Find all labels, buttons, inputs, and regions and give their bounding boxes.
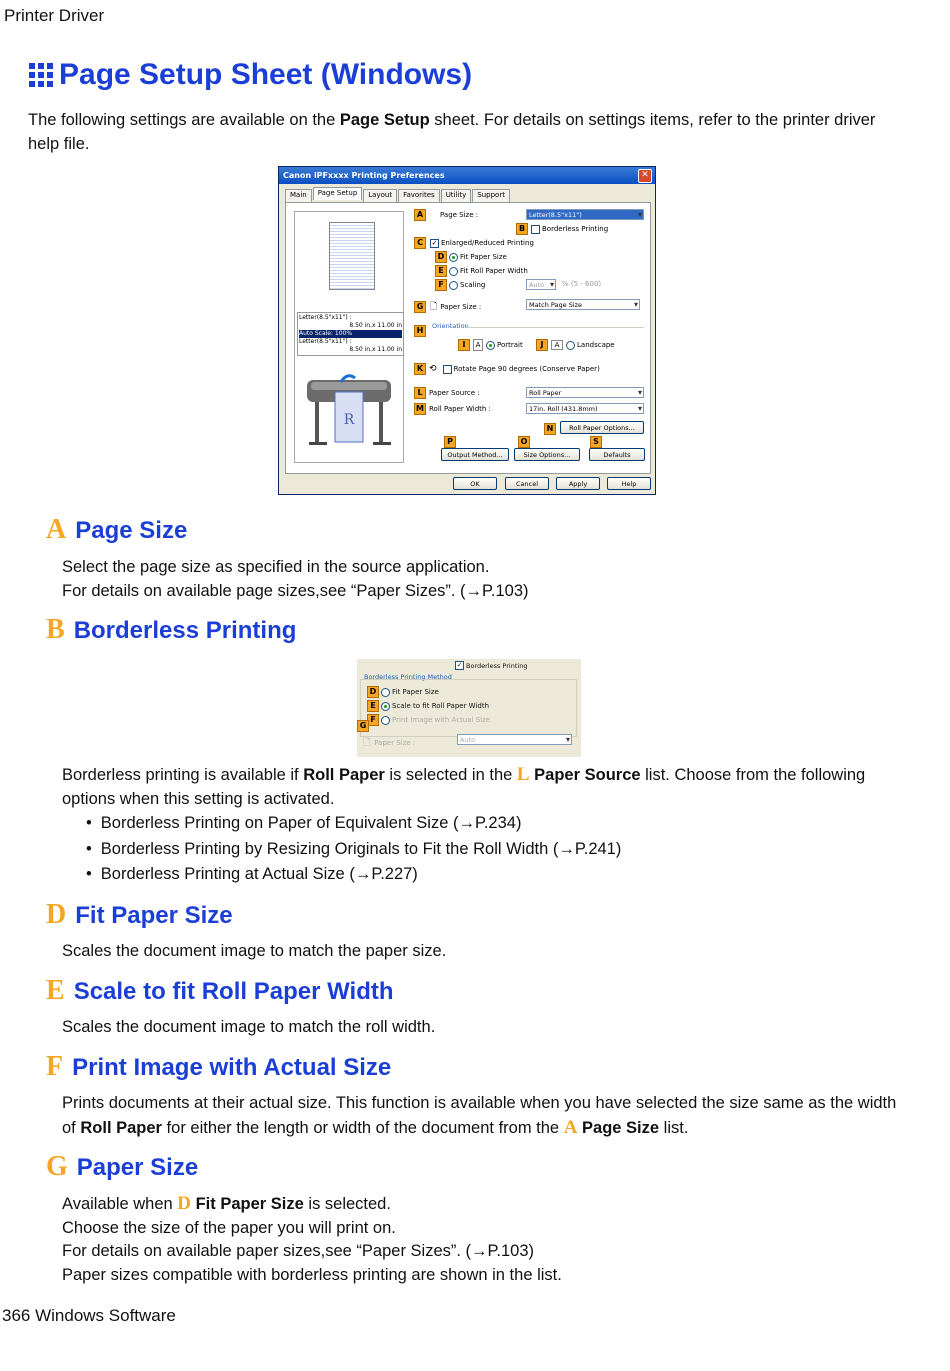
bl-actual-row: F Print Image with Actual Size (367, 714, 490, 726)
page-setup-panel (285, 202, 651, 474)
marker-n: N (544, 423, 556, 435)
ok-button[interactable]: OK (453, 477, 497, 490)
section-title: Fit Paper Size (75, 902, 233, 929)
marker-j: J (536, 339, 548, 351)
bl-g-marker (357, 720, 369, 732)
marker-a: A (414, 209, 426, 221)
tab-layout[interactable]: Layout (363, 189, 397, 202)
landscape-radio[interactable] (566, 341, 575, 350)
borderless-checkbox-row: ✓ Borderless Printing (456, 661, 528, 670)
grid-icon (28, 62, 54, 88)
fit-paper-row: D Fit Paper Size (435, 251, 507, 263)
roll-options-marker (544, 423, 556, 435)
close-icon[interactable]: ✕ (638, 169, 652, 183)
bl-actual-radio[interactable] (381, 716, 390, 725)
section-title: Borderless Printing (73, 617, 297, 644)
borderless-checkbox[interactable]: ✓ (456, 661, 463, 669)
defaults-button[interactable]: Defaults (589, 448, 645, 461)
section-a-text: Select the page size as specified in the source application. For details on available page sizes,see “Paper Sizes”. (→P.103) (62, 558, 529, 600)
orientation-group-label: Orientation (432, 322, 469, 330)
roll-width-row: M Roll Paper Width : (414, 403, 491, 415)
scaling-row: F Scaling (435, 279, 485, 291)
paper-size-row: G 🗋 Paper Size : (414, 299, 481, 315)
bl-scale-fit-radio[interactable] (381, 702, 390, 711)
section-d-heading (46, 899, 233, 931)
size-options-marker (518, 436, 530, 448)
marker-f: F (435, 279, 447, 291)
list-item: • Borderless Printing on Paper of Equivalent Size (→P.234) (86, 811, 886, 837)
portrait-icon: A (473, 339, 483, 351)
tab-utility[interactable]: Utility (441, 189, 472, 202)
marker-s: S (590, 436, 602, 448)
orientation-marker-row (414, 325, 426, 337)
section-f-heading (46, 1051, 391, 1083)
paper-size-select[interactable]: Match Page Size ▾ (526, 299, 640, 310)
marker-g: G (414, 301, 426, 313)
landscape-icon: A (551, 340, 563, 350)
page-size-select[interactable]: Letter(8.5"x11") ▾ (526, 209, 644, 220)
section-e-heading (46, 975, 394, 1007)
marker-o: O (518, 436, 530, 448)
marker-f: F (367, 714, 379, 726)
section-letter: G (46, 1151, 68, 1182)
marker-c: C (414, 237, 426, 249)
borderless-method-label: Borderless Printing Method (364, 673, 452, 681)
roll-paper-options-button[interactable]: Roll Paper Options... (560, 421, 644, 434)
scaling-radio[interactable] (449, 281, 458, 290)
enlarged-row: C ✓ Enlarged/Reduced Printing (414, 237, 534, 249)
section-title: Scale to fit Roll Paper Width (73, 978, 394, 1005)
section-b-heading (46, 614, 296, 646)
bl-paper-size-row: 🗋 Paper Size : (363, 735, 415, 751)
section-f-text: Prints documents at their actual size. This function is available when you have selected the size same as the width of Roll Paper for either the length or width of the document from the A Page Size list. (62, 1094, 897, 1138)
borderless-options-list (86, 811, 886, 888)
tab-main[interactable]: Main (285, 189, 312, 202)
section-a-heading (46, 514, 187, 546)
apply-button[interactable]: Apply (556, 477, 600, 490)
preview-size-info: Letter(8.5"x11") : 8.50 in.x 11.00 in Auto Scale: 100% Letter(8.5"x11") : 8.50 in.x 11.00 in (297, 312, 404, 356)
marker-e: E (367, 700, 379, 712)
dialog-title: Canon iPFxxxx Printing Preferences (283, 171, 445, 180)
output-method-button[interactable]: Output Method... (441, 448, 509, 461)
section-letter: B (46, 614, 65, 645)
section-letter: E (46, 975, 65, 1006)
marker-g: G (357, 720, 369, 732)
dialog-titlebar (279, 167, 655, 184)
marker-k: K (414, 363, 426, 375)
section-title: Page Size (75, 517, 188, 544)
marker-l: L (414, 387, 426, 399)
section-g-heading (46, 1151, 198, 1183)
printer-illustration (301, 362, 397, 457)
marker-b: B (516, 223, 528, 235)
dialog-tabs (285, 189, 511, 202)
paper-source-select[interactable]: Roll Paper ▾ (526, 387, 644, 398)
bl-scale-fit-row: E Scale to fit Roll Paper Width (367, 700, 489, 712)
page-size-row: A Page Size : (414, 209, 478, 221)
marker-h: H (414, 325, 426, 337)
auto-scale-label: Auto Scale: 100% (299, 330, 402, 338)
fit-roll-row: E Fit Roll Paper Width (435, 265, 528, 277)
svg-text:R: R (343, 412, 355, 428)
portrait-row: I A Portrait (458, 339, 523, 351)
marker-i: I (458, 339, 470, 351)
marker-d: D (367, 686, 379, 698)
landscape-row: J A Landscape (536, 339, 615, 351)
marker-e: E (435, 265, 447, 277)
marker-m: M (414, 403, 426, 415)
orientation-divider (466, 327, 644, 328)
section-e-text: Scales the document image to match the roll width. (62, 1018, 436, 1036)
section-title: Print Image with Actual Size (72, 1054, 392, 1081)
borderless-settings-image (357, 659, 581, 757)
rotate-icon: ⟲ (429, 364, 437, 374)
page-title-block (28, 58, 472, 92)
list-item: • Borderless Printing at Actual Size (→P.227) (86, 862, 886, 888)
enlarged-reduced-checkbox[interactable]: ✓ (431, 238, 438, 247)
marker-d: D (435, 251, 447, 263)
marker-p: P (444, 436, 456, 448)
roll-width-select[interactable]: 17in. Roll (431.8mm) ▾ (526, 403, 644, 414)
tab-favorites[interactable]: Favorites (398, 189, 440, 202)
borderless-checkbox[interactable] (531, 225, 540, 234)
output-marker (444, 436, 456, 448)
section-title: Paper Size (76, 1154, 199, 1181)
page-icon: 🗋 (363, 738, 371, 748)
preview-pane (294, 211, 404, 463)
rotate-row: K ⟲ Rotate Page 90 degrees (Conserve Paper) (414, 363, 600, 375)
paper-source-row: L Paper Source : (414, 387, 480, 399)
intro-paragraph: The following settings are available on the Page Setup sheet. For details on settings items, refer to the printer driver help file. (28, 111, 876, 153)
size-options-button[interactable]: Size Options... (514, 448, 580, 461)
running-header: Printer Driver (4, 6, 105, 25)
scaling-range: % (5 - 600) (562, 280, 602, 288)
bl-fit-paper-radio[interactable] (381, 688, 390, 697)
portrait-radio[interactable] (486, 341, 495, 350)
bl-fit-paper-row: D Fit Paper Size (367, 686, 439, 698)
rotate-checkbox[interactable] (443, 365, 452, 374)
defaults-marker (590, 436, 602, 448)
tab-page-setup[interactable]: Page Setup (313, 187, 363, 200)
section-b-text: Borderless printing is available if Roll Paper is selected in the L Paper Source list. Choose from the following options when this setting is activated. (62, 764, 866, 808)
scaling-input[interactable]: Auto ▾ (526, 279, 556, 290)
cancel-button[interactable]: Cancel (505, 477, 549, 490)
list-item: • Borderless Printing by Resizing Originals to Fit the Roll Width (→P.241) (86, 837, 886, 863)
printing-preferences-dialog (278, 166, 656, 495)
section-d-text: Scales the document image to match the paper size. (62, 942, 447, 960)
section-letter: F (46, 1051, 64, 1082)
section-g-text: Available when D Fit Paper Size is selected. Choose the size of the paper you will print on. For details on available paper sizes,see “Paper Sizes”. (→P.103) Paper sizes compatible with borderless printing are shown in the list. (62, 1193, 562, 1284)
section-letter: D (46, 899, 67, 930)
borderless-row: B Borderless Printing (516, 223, 608, 235)
page-icon: 🗋 (430, 302, 438, 312)
help-button[interactable]: Help (607, 477, 651, 490)
page-preview-thumbnail (329, 222, 375, 290)
bl-paper-size-select[interactable]: Auto ▾ (457, 734, 572, 745)
fit-paper-radio[interactable] (449, 253, 458, 262)
page-footer: 366 Windows Software (2, 1306, 176, 1325)
section-letter: A (46, 514, 67, 545)
fit-roll-radio[interactable] (449, 267, 458, 276)
tab-support[interactable]: Support (472, 189, 510, 202)
page-title: Page Setup Sheet (Windows) (59, 58, 473, 91)
